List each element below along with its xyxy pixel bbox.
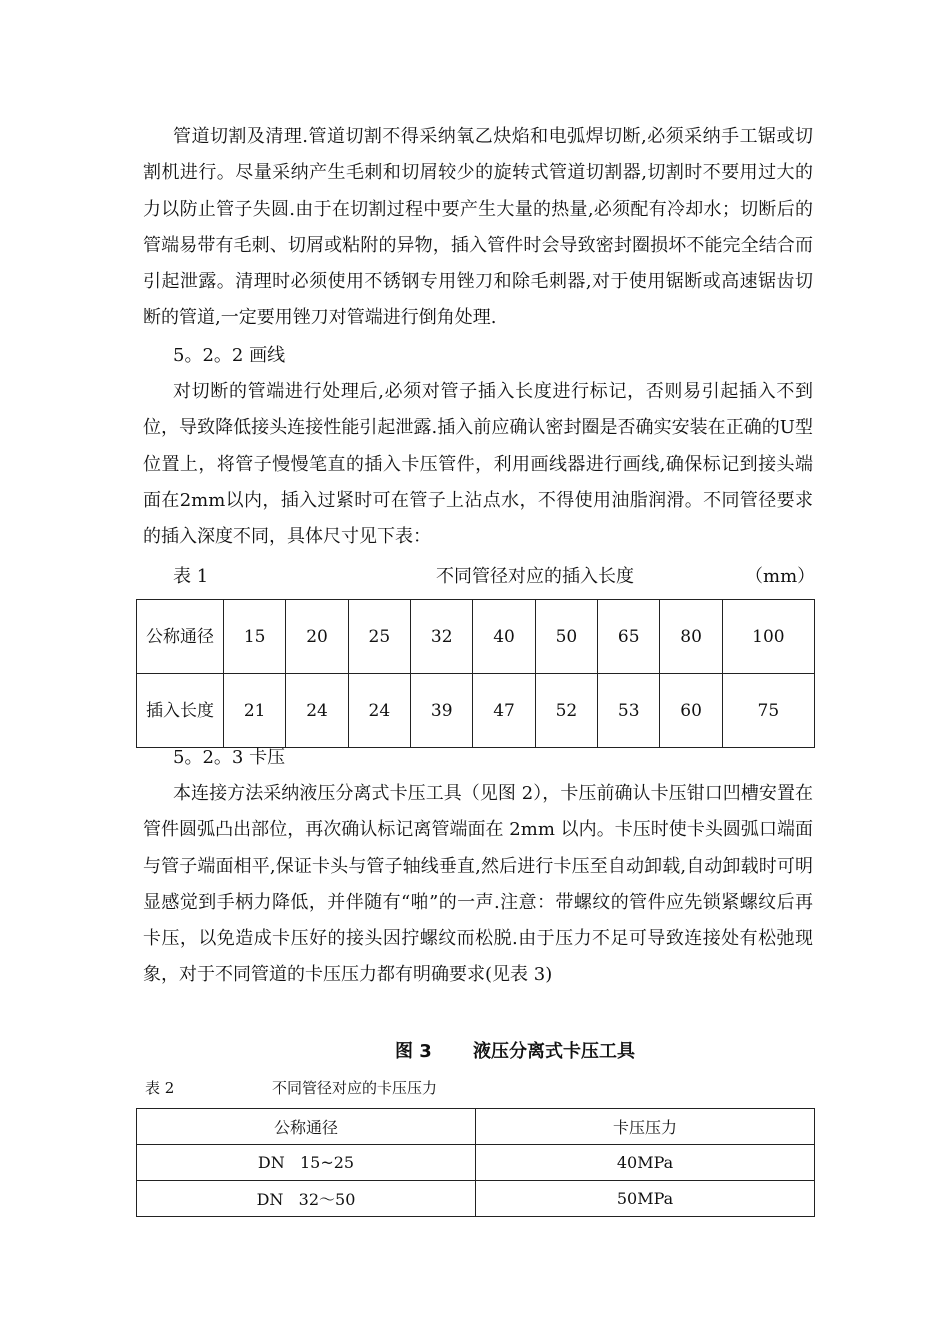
- table-row: [137, 1181, 815, 1217]
- paragraph-marking: 对切断的管端进行处理后,必须对管子插入长度进行标记，否则易引起插入不到位，导致降低接头连接性能引起泄露.插入前应确认密封圈是否确实安装在正确的U型位置上，将管子慢慢笔直的插入卡压管件，利用画线器进行画线,确保标记到接头端面在2mm以内，插入过紧时可在管子上沾点水，不得使用油脂润滑。不同管径要求的插入深度不同，具体尺寸见下表：: [143, 381, 813, 548]
- table1-label: 表 1: [173, 566, 209, 587]
- table-cell: DN 32～50: [137, 1181, 476, 1217]
- table-cell: 60: [660, 674, 722, 748]
- figure3-title: 液压分离式卡压工具: [473, 1041, 635, 1062]
- table1-unit: （mm）: [745, 566, 816, 587]
- table-row: [137, 674, 815, 748]
- table-cell: DN 15~25: [137, 1145, 476, 1181]
- figure3-label: 图 3: [395, 1041, 432, 1062]
- table-cell: 15: [224, 600, 286, 674]
- table-cell: 100: [722, 600, 814, 674]
- table-cell: 25: [348, 600, 410, 674]
- table-cell: 21: [224, 674, 286, 748]
- column-header-pressure: 卡压压力: [476, 1109, 815, 1145]
- table-cell: 39: [411, 674, 473, 748]
- table-cell: 40MPa: [476, 1145, 815, 1181]
- table2-label: 表 2: [145, 1079, 175, 1097]
- column-header-diameter: 公称通径: [137, 1109, 476, 1145]
- table-row: [137, 1145, 815, 1181]
- table-cell: 80: [660, 600, 722, 674]
- row-header-diameter: 公称通径: [137, 600, 224, 674]
- table-cell: 40: [473, 600, 535, 674]
- table-cell: 20: [286, 600, 348, 674]
- heading-5-2-2: 5。2。2 画线: [173, 345, 286, 366]
- paragraph-crimping: 本连接方法采纳液压分离式卡压工具（见图 2），卡压前确认卡压钳口凹槽安置在管件圆弧凸出部位，再次确认标记离管端面在 2mm 以内。卡压时使卡头圆弧口端面与管子端面相平,保证卡头与管子轴线垂直,然后进行卡压至自动卸载,自动卸载时可明显感觉到手柄力降低，并伴随有“啪”的一声.注意：带螺纹的管件应先锁紧螺纹后再卡压，以免造成卡压好的接头因拧螺纹而松脱.由于压力不足可导致连接处有松弛现象，对于不同管道的卡压压力都有明确要求(见表 3): [143, 783, 813, 986]
- table-cell: 24: [348, 674, 410, 748]
- table1-title: 不同管径对应的插入长度: [436, 566, 634, 587]
- table-cell: 24: [286, 674, 348, 748]
- table-row: [137, 600, 815, 674]
- table-cell: 32: [411, 600, 473, 674]
- table-cell: 47: [473, 674, 535, 748]
- table-row: [137, 1109, 815, 1145]
- table-cell: 52: [535, 674, 597, 748]
- table-cell: 50: [535, 600, 597, 674]
- table-cell: 50MPa: [476, 1181, 815, 1217]
- heading-5-2-3: 5。2。3 卡压: [173, 747, 286, 768]
- insertion-length-table: [136, 599, 815, 748]
- table-cell: 75: [722, 674, 814, 748]
- paragraph-cutting-cleaning: 管道切割及清理.管道切割不得采纳氧乙炔焰和电弧焊切断,必须采纳手工锯或切割机进行。尽量采纳产生毛刺和切屑较少的旋转式管道切割器,切割时不要用过大的力以防止管子失圆.由于在切割过程中要产生大量的热量,必须配有冷却水；切断后的管端易带有毛刺、切屑或粘附的异物，插入管件时会导致密封圈损坏不能完全结合而引起泄露。清理时必须使用不锈钢专用锉刀和除毛刺器,对于使用锯断或高速锯齿切断的管道,一定要用锉刀对管端进行倒角处理.: [143, 126, 813, 329]
- table2-title: 不同管径对应的卡压压力: [272, 1079, 438, 1097]
- table-cell: 53: [598, 674, 660, 748]
- table-cell: 65: [598, 600, 660, 674]
- crimp-pressure-table: [136, 1108, 815, 1217]
- row-header-length: 插入长度: [137, 674, 224, 748]
